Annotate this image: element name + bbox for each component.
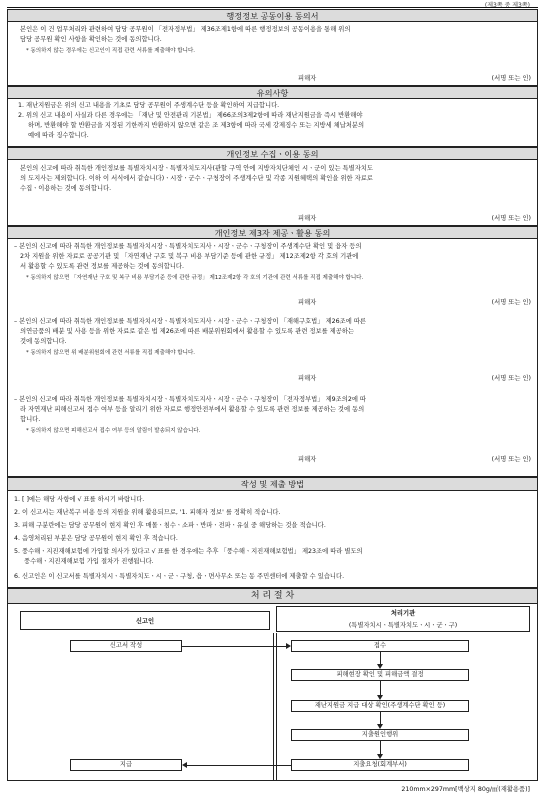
arrow-head-down <box>377 724 383 729</box>
third-party-sign-field[interactable]: (서명 또는 인) <box>491 456 531 463</box>
privacy-line: 의 도지사는 제외합니다. 이하 이 서식에서 같습니다)ㆍ시장ㆍ군수ㆍ구청장이 주생계수단 및 각종 지원혜택의 확인을 위한 자료로 <box>20 175 373 182</box>
step-payreq-label: 지출요청(회계부서) <box>353 761 407 768</box>
step-pay <box>70 759 182 771</box>
col-agency <box>276 606 530 632</box>
step-committee-label: 지출원인행위 <box>361 731 399 738</box>
howto-line: 6. 신고인은 이 신고서를 특별자치시ㆍ특별자치도ㆍ시ㆍ군ㆍ구청, 읍ㆍ면사무소 또는 동 주민센터에 제출할 수 있습니다. <box>14 573 345 580</box>
third-party-signer: 피해자 <box>298 299 317 306</box>
arrow-head-down <box>377 664 383 669</box>
third-party-line: – 본인의 신고에 따라 취득한 개인정보를 특별자치시장ㆍ특별자치도지사ㆍ시장ㆍ군수ㆍ구청장이 「전자정부법」 제9조의2에 따 <box>14 396 366 403</box>
column-divider <box>276 633 277 781</box>
step-receive <box>291 640 469 652</box>
third-party-line: 의연금품의 배분 및 사용 등을 위한 자료로 같은 법 제26조에 따른 배분위원회에서 활용할 수 있도록 관련 정보를 제공하는 <box>20 328 355 335</box>
privacy-title: 개인정보 수집ㆍ이용 동의 <box>8 148 537 160</box>
arrow-head-left <box>182 762 187 768</box>
page-number: (제3쪽 중 제3쪽) <box>484 2 530 9</box>
step-pay-label: 지급 <box>119 761 133 768</box>
privacy-line: 수집ㆍ이용하는 것에 동의합니다. <box>20 185 112 192</box>
third-party-signer: 피해자 <box>298 456 317 463</box>
third-party-line: 서 활용할 수 있도록 관련 정보를 제공하는 것에 동의합니다. <box>20 263 185 270</box>
privacy-sign-field[interactable]: (서명 또는 인) <box>491 215 531 222</box>
admin-consent-line: 담당 공무원 확인 사항을 확인하는 것에 동의합니다. <box>20 36 162 43</box>
third-party-sign-field[interactable]: (서명 또는 인) <box>491 299 531 306</box>
admin-consent-line: 본인은 이 건 업무처리와 관련하여 담당 공무원이 「전자정부법」 제36조제1항에 따른 행정정보의 공동이용을 통해 위의 <box>20 26 351 33</box>
col-applicant <box>20 611 270 630</box>
third-party-line: – 본인의 신고에 따라 취득한 개인정보를 특별자치시장ㆍ특별자치도지사ㆍ시장ㆍ군수ㆍ구청장이 주생계수단 확인 및 융자 등의 <box>14 243 362 250</box>
caution-line: 예에 따라 징수합니다. <box>28 132 89 139</box>
third-party-section <box>7 226 538 477</box>
third-party-line: 합니다. <box>20 416 41 423</box>
caution-line: 하며, 반환해야 할 반환금을 지정된 기한까지 반환하지 않으면 같은 조 제3항에 따라 국세 강제징수 또는 지방세 체납처분의 <box>28 122 365 129</box>
arrow-down <box>380 741 381 755</box>
arrow-down <box>380 681 381 696</box>
process-title: 처 리 절 차 <box>8 589 537 604</box>
step-verify-label: 피해현장 확인 및 피해금액 결정 <box>336 671 424 678</box>
step-confirm-label: 재난지원금 지급 대상 확인(주생계수단 확인 등) <box>314 702 446 709</box>
col-agency-sub: (특별자치시ㆍ특별자치도ㆍ시ㆍ군ㆍ구) <box>348 622 458 629</box>
col-applicant-label: 신고인 <box>135 618 155 625</box>
admin-consent-sign-field[interactable]: (서명 또는 인) <box>491 75 531 82</box>
step-verify <box>291 669 469 681</box>
third-party-line: – 본인의 신고에 따라 취득한 개인정보를 특별자치시장ㆍ특별자치도지사ㆍ시장ㆍ군수ㆍ구청장이 「재해구호법」 제26조에 따른 <box>14 318 366 325</box>
privacy-section <box>7 147 538 226</box>
arrow-head-down <box>377 695 383 700</box>
third-party-title: 개인정보 제3자 제공ㆍ활용 동의 <box>8 227 537 239</box>
arrow-head-down <box>377 754 383 759</box>
third-party-note: * 동의하지 않으면 피해신고서 접수 여부 등의 알림이 발송되지 않습니다. <box>26 428 201 434</box>
howto-line: 풍수해ㆍ지진재해보험 가입 절차가 진행됩니다. <box>24 558 154 565</box>
third-party-line: 2차 지원을 위한 자료로 공공기관 및 「자연재난 구호 및 복구 비용 부담기준 등에 관한 규정」 제12조제2항 각 호의 기관에 <box>20 253 359 260</box>
column-divider <box>273 633 274 781</box>
third-party-note: * 동의하지 않으면 위 배분위원회에 관련 서류를 직접 제출해야 합니다. <box>26 350 195 356</box>
third-party-sign-field[interactable]: (서명 또는 인) <box>491 375 531 382</box>
step-payreq <box>291 759 469 771</box>
top-rule <box>7 7 538 8</box>
privacy-signer: 피해자 <box>298 215 317 222</box>
form-page <box>7 0 538 795</box>
caution-section <box>7 86 538 147</box>
step-submit <box>70 640 182 652</box>
process-section <box>7 588 538 781</box>
howto-line: 2. 이 신고서는 재난복구 비용 등의 지원을 위해 활용되므로, '1. 피해자 정보' 를 정확히 적습니다. <box>14 509 281 516</box>
privacy-line: 본인의 신고에 따라 취득한 개인정보를 특별자치시장ㆍ특별자치도지사(관할 구역 안에 지방자치단체인 시ㆍ군이 있는 특별자치도 <box>20 165 373 172</box>
third-party-line: 것에 동의합니다. <box>20 338 67 345</box>
third-party-line: 라 자연재난 피해신고서 접수 여부 등을 알리기 위한 자료로 행정안전부에서 활용할 수 있도록 관련 정보를 제공하는 것에 동의 <box>20 406 365 413</box>
admin-consent-note: * 동의하지 않는 경우에는 신고인이 직접 관련 서류를 제출해야 합니다. <box>26 48 195 54</box>
caution-line: 2. 위의 신고 내용이 사실과 다른 경우에는 「재난 및 안전관리 기본법」 제66조의3제2항에 따라 재난지원금을 즉시 반환해야 <box>18 112 363 119</box>
admin-consent-section <box>7 9 538 86</box>
howto-section <box>7 477 538 588</box>
caution-title: 유의사항 <box>8 87 537 99</box>
step-receive-label: 접수 <box>373 642 387 649</box>
arrow-submit-to-receive <box>182 646 287 647</box>
howto-line: 4. 음영처리된 부분은 담당 공무원이 현지 확인 후 적습니다. <box>14 535 178 542</box>
caution-line: 1. 재난지원금은 위의 신고 내용을 기초로 담당 공무원이 주생계수단 등을 확인하여 지급합니다. <box>18 102 280 109</box>
third-party-note: * 동의하지 않으면 「자연재난 구호 및 복구 비용 부담기준 등에 관한 규정」 제12조제2항 각 호의 기관에 관련 서류를 직접 제출해야 합니다. <box>26 275 364 281</box>
howto-line: 3. 피해 구분란에는 담당 공무원이 현지 확인 후 매몰ㆍ침수ㆍ소파ㆍ반파ㆍ전파ㆍ유실 중 해당하는 것을 적습니다. <box>14 522 326 529</box>
third-party-signer: 피해자 <box>298 375 317 382</box>
arrow-payreq-to-pay <box>186 765 291 766</box>
step-committee <box>291 729 469 741</box>
col-agency-label: 처리기관 <box>390 610 416 617</box>
paper-spec: 210mm×297mm[백상지 80g/㎡(재활용품)] <box>401 786 530 793</box>
howto-title: 작성 및 제출 방법 <box>8 478 537 491</box>
arrow-head-right <box>286 643 291 649</box>
howto-line: 1. [ ]에는 해당 사항에 √ 표를 하시기 바랍니다. <box>14 496 145 503</box>
admin-consent-title: 행정정보 공동이용 동의서 <box>8 10 537 22</box>
step-submit-label: 신고서 작성 <box>109 642 143 649</box>
admin-consent-signer: 피해자 <box>298 75 317 82</box>
step-confirm <box>291 700 469 712</box>
howto-line: 5. 풍수해ㆍ지진재해보험에 가입할 의사가 있다고 √ 표를 한 경우에는 추후 「풍수해ㆍ지진재해보험법」 제23조에 따라 별도의 <box>14 548 363 555</box>
